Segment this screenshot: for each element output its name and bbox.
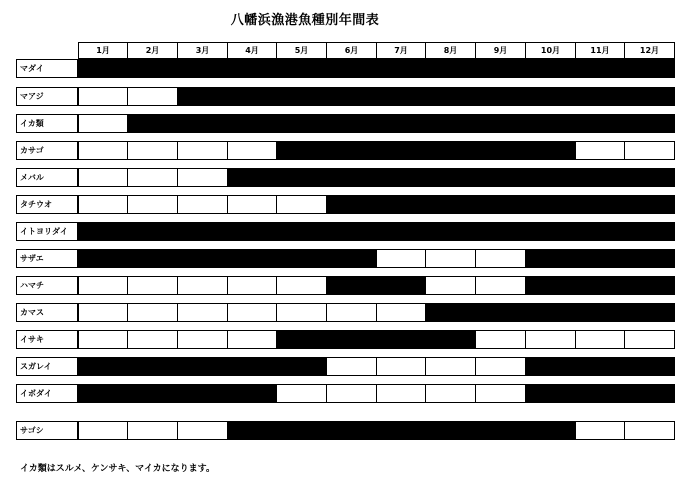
season-cell-active (624, 114, 675, 133)
season-cell-active (376, 87, 426, 106)
season-cell-active (376, 141, 426, 160)
season-cell-active (575, 168, 625, 187)
season-cell-active (575, 357, 625, 376)
season-cell-active (575, 222, 625, 241)
season-cell-active (177, 59, 228, 78)
season-cell-active (525, 59, 576, 78)
season-cell-active (624, 384, 675, 403)
month-header: 4月 (227, 42, 277, 59)
season-cell-empty (78, 276, 128, 295)
season-cell-empty (425, 276, 476, 295)
season-cell-empty (624, 421, 675, 440)
season-cell-empty (177, 168, 228, 187)
season-cell-active (376, 421, 426, 440)
season-cell-empty (177, 421, 228, 440)
season-cell-active (276, 421, 327, 440)
season-cell-active (525, 303, 576, 322)
month-header: 8月 (425, 42, 476, 59)
fish-name: メバル (16, 168, 78, 187)
fish-name: カサゴ (16, 141, 78, 160)
season-cell-active (227, 249, 277, 268)
season-cell-active (177, 357, 228, 376)
season-cell-active (575, 195, 625, 214)
season-cell-active (127, 384, 178, 403)
fish-name: マダイ (16, 59, 78, 78)
season-cell-active (525, 276, 576, 295)
fish-name: イトヨリダイ (16, 222, 78, 241)
season-cell-active (525, 357, 576, 376)
season-cell-active (227, 384, 277, 403)
season-cell-active (425, 330, 476, 349)
season-cell-empty (177, 276, 228, 295)
season-cell-active (475, 59, 526, 78)
season-cell-active (78, 59, 128, 78)
season-cell-active (276, 168, 327, 187)
season-cell-empty (326, 384, 377, 403)
month-header: 6月 (326, 42, 377, 59)
season-cell-active (326, 195, 377, 214)
season-cell-empty (127, 87, 178, 106)
season-cell-active (376, 168, 426, 187)
season-cell-active (525, 222, 576, 241)
season-cell-active (127, 249, 178, 268)
season-cell-active (127, 357, 178, 376)
season-cell-active (326, 87, 377, 106)
season-cell-active (326, 421, 377, 440)
season-cell-active (575, 249, 625, 268)
season-cell-active (475, 87, 526, 106)
season-cell-empty (376, 303, 426, 322)
season-cell-empty (575, 141, 625, 160)
season-cell-active (475, 222, 526, 241)
season-cell-empty (177, 330, 228, 349)
month-header: 7月 (376, 42, 426, 59)
season-cell-empty (127, 421, 178, 440)
season-cell-active (227, 357, 277, 376)
season-cell-active (177, 384, 228, 403)
season-cell-active (425, 59, 476, 78)
season-cell-empty (475, 249, 526, 268)
season-cell-empty (127, 276, 178, 295)
season-cell-active (425, 421, 476, 440)
season-cell-empty (276, 276, 327, 295)
season-cell-active (127, 59, 178, 78)
season-cell-active (78, 384, 128, 403)
season-cell-active (425, 222, 476, 241)
fish-name: サザエ (16, 249, 78, 268)
season-cell-active (575, 114, 625, 133)
season-cell-active (525, 195, 576, 214)
season-cell-active (376, 276, 426, 295)
season-cell-empty (127, 195, 178, 214)
season-cell-active (525, 114, 576, 133)
season-cell-active (475, 141, 526, 160)
season-cell-active (575, 384, 625, 403)
season-cell-empty (78, 168, 128, 187)
season-cell-active (227, 168, 277, 187)
season-cell-active (78, 357, 128, 376)
season-cell-active (475, 168, 526, 187)
season-cell-active (227, 59, 277, 78)
season-cell-active (326, 249, 377, 268)
page-title: 八幡浜漁港魚種別年間表 (230, 13, 380, 28)
season-cell-empty (376, 384, 426, 403)
month-header: 12月 (624, 42, 675, 59)
season-cell-active (575, 87, 625, 106)
season-cell-active (276, 222, 327, 241)
season-cell-empty (425, 249, 476, 268)
season-cell-active (326, 141, 377, 160)
season-cell-empty (525, 330, 576, 349)
season-cell-empty (624, 330, 675, 349)
season-cell-active (475, 114, 526, 133)
season-cell-empty (376, 249, 426, 268)
season-cell-empty (127, 330, 178, 349)
season-cell-empty (177, 195, 228, 214)
season-cell-active (227, 87, 277, 106)
fish-name: マアジ (16, 87, 78, 106)
season-cell-empty (575, 330, 625, 349)
season-cell-active (425, 141, 476, 160)
season-cell-active (425, 87, 476, 106)
season-cell-active (376, 330, 426, 349)
season-cell-active (78, 249, 128, 268)
season-cell-active (624, 276, 675, 295)
season-cell-active (276, 357, 327, 376)
season-cell-active (326, 59, 377, 78)
season-cell-empty (475, 330, 526, 349)
season-cell-active (177, 222, 228, 241)
fish-name: タチウオ (16, 195, 78, 214)
season-cell-empty (276, 384, 327, 403)
season-cell-empty (326, 303, 377, 322)
season-cell-empty (376, 357, 426, 376)
season-cell-empty (276, 195, 327, 214)
season-cell-active (525, 87, 576, 106)
season-cell-empty (78, 195, 128, 214)
season-cell-active (376, 195, 426, 214)
season-cell-active (425, 303, 476, 322)
season-cell-active (326, 222, 377, 241)
season-cell-empty (78, 87, 128, 106)
footnote: イカ類はスルメ、ケンサキ、マイカになります。 (20, 464, 215, 474)
fish-name: スガレイ (16, 357, 78, 376)
season-cell-active (624, 168, 675, 187)
season-cell-active (525, 141, 576, 160)
season-cell-empty (425, 357, 476, 376)
season-cell-active (127, 114, 178, 133)
month-header: 11月 (575, 42, 625, 59)
season-cell-active (326, 114, 377, 133)
season-cell-active (475, 195, 526, 214)
season-cell-empty (127, 303, 178, 322)
season-cell-active (276, 249, 327, 268)
fish-name: イカ類 (16, 114, 78, 133)
season-cell-active (575, 303, 625, 322)
season-cell-empty (78, 141, 128, 160)
season-cell-empty (78, 421, 128, 440)
season-cell-empty (177, 303, 228, 322)
season-cell-active (525, 384, 576, 403)
season-cell-active (276, 141, 327, 160)
season-cell-active (177, 249, 228, 268)
season-cell-active (227, 222, 277, 241)
season-cell-empty (127, 168, 178, 187)
season-cell-active (376, 114, 426, 133)
season-cell-empty (276, 303, 327, 322)
season-cell-empty (475, 357, 526, 376)
season-cell-empty (78, 330, 128, 349)
season-cell-active (177, 87, 228, 106)
season-cell-empty (227, 276, 277, 295)
season-cell-empty (227, 195, 277, 214)
season-cell-active (376, 59, 426, 78)
fish-name: イボダイ (16, 384, 78, 403)
season-cell-active (276, 114, 327, 133)
season-cell-active (624, 303, 675, 322)
season-cell-empty (624, 141, 675, 160)
season-cell-active (78, 222, 128, 241)
season-cell-active (624, 195, 675, 214)
season-cell-active (624, 59, 675, 78)
season-cell-active (376, 222, 426, 241)
month-header: 3月 (177, 42, 228, 59)
season-cell-empty (177, 141, 228, 160)
season-cell-empty (227, 141, 277, 160)
season-cell-empty (127, 141, 178, 160)
season-cell-empty (326, 357, 377, 376)
season-cell-active (326, 168, 377, 187)
month-header: 10月 (525, 42, 576, 59)
season-cell-active (326, 330, 377, 349)
season-cell-active (525, 168, 576, 187)
season-cell-active (475, 421, 526, 440)
season-cell-empty (575, 421, 625, 440)
season-cell-active (425, 168, 476, 187)
fish-name: サゴシ (16, 421, 78, 440)
season-cell-active (276, 87, 327, 106)
season-cell-empty (78, 114, 128, 133)
season-cell-empty (227, 303, 277, 322)
season-cell-active (276, 59, 327, 78)
season-cell-active (624, 87, 675, 106)
season-cell-active (575, 59, 625, 78)
season-cell-empty (475, 384, 526, 403)
season-cell-empty (78, 303, 128, 322)
fish-name: ハマチ (16, 276, 78, 295)
fish-name: イサキ (16, 330, 78, 349)
season-cell-active (525, 249, 576, 268)
season-cell-active (525, 421, 576, 440)
month-header: 5月 (276, 42, 327, 59)
season-cell-active (624, 357, 675, 376)
season-cell-active (276, 330, 327, 349)
season-cell-active (227, 421, 277, 440)
month-header: 2月 (127, 42, 178, 59)
season-cell-active (326, 276, 377, 295)
season-cell-empty (425, 384, 476, 403)
season-cell-empty (227, 330, 277, 349)
season-cell-active (624, 249, 675, 268)
month-header: 9月 (475, 42, 526, 59)
season-cell-active (575, 276, 625, 295)
month-header: 1月 (78, 42, 128, 59)
season-cell-active (475, 303, 526, 322)
season-cell-active (127, 222, 178, 241)
fish-name: カマス (16, 303, 78, 322)
season-cell-active (425, 114, 476, 133)
season-cell-empty (475, 276, 526, 295)
season-cell-active (624, 222, 675, 241)
season-cell-active (425, 195, 476, 214)
season-cell-active (177, 114, 228, 133)
season-cell-active (227, 114, 277, 133)
